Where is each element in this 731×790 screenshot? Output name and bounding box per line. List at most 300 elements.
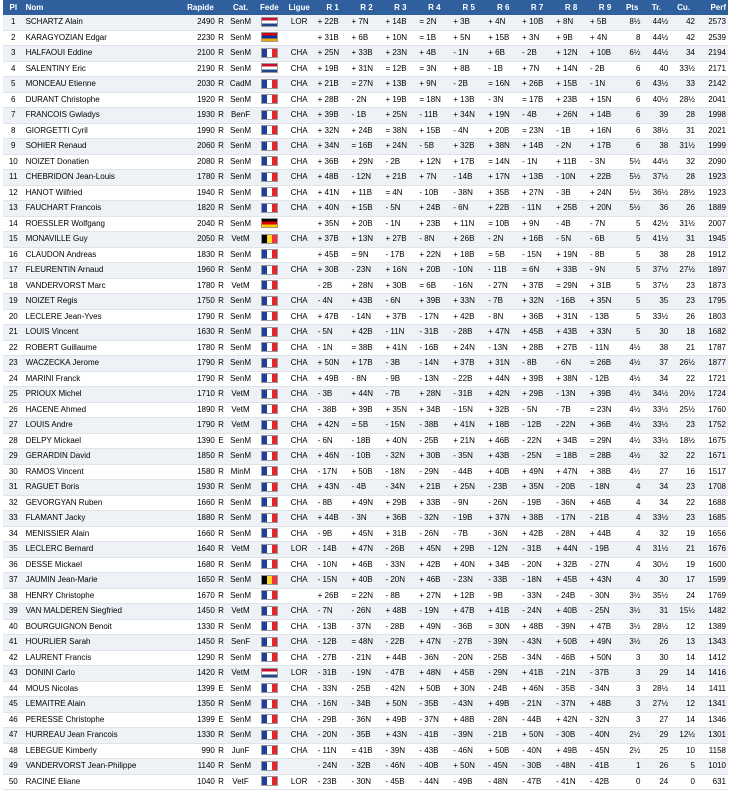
round-4-cell: - 8N — [417, 232, 451, 248]
league-cell: CHA — [283, 325, 316, 341]
category-cell: SenM — [225, 309, 256, 325]
round-2-cell: - 1B — [350, 108, 384, 124]
category-cell: SenM — [225, 170, 256, 186]
table-row[interactable] — [3, 387, 728, 403]
table-row[interactable] — [3, 61, 728, 77]
table-row[interactable] — [3, 294, 728, 310]
round-6-cell: - 27N — [486, 278, 520, 294]
table-row[interactable] — [3, 743, 728, 759]
column-header-tr[interactable]: Tr. — [642, 0, 670, 15]
rating-cell: 1399 — [176, 681, 217, 697]
round-3-cell: + 31B — [383, 526, 417, 542]
flag-icon — [261, 249, 278, 259]
tiebreak-tr-cell: 30½ — [642, 557, 670, 573]
rank-cell: 42 — [3, 650, 24, 666]
rank-cell: 17 — [3, 263, 24, 279]
name-cell: DESSE Mickael — [24, 557, 176, 573]
table-row[interactable] — [3, 139, 728, 155]
table-row[interactable] — [3, 573, 728, 589]
performance-cell: 1600 — [697, 557, 728, 573]
federation-cell — [256, 495, 283, 511]
round-1-cell: - 31B — [316, 666, 350, 682]
league-cell — [283, 588, 316, 604]
table-row[interactable] — [3, 418, 728, 434]
table-row[interactable] — [3, 511, 728, 527]
column-header-r-5[interactable]: R 5 — [451, 0, 486, 15]
table-row[interactable] — [3, 449, 728, 465]
category-cell: SenM — [225, 216, 256, 232]
round-7-cell: - 19B — [520, 495, 554, 511]
round-8-cell: + 42N — [554, 712, 588, 728]
points-cell: 5 — [622, 309, 643, 325]
federation-cell — [256, 573, 283, 589]
flag-icon — [261, 497, 278, 507]
tiebreak-tr-cell: 26 — [642, 635, 670, 651]
rank-cell: 1 — [3, 15, 24, 30]
name-cell: CLAUDON Andreas — [24, 247, 176, 263]
round-5-cell: + 24N — [451, 340, 486, 356]
league-cell: CHA — [283, 433, 316, 449]
league-cell — [283, 247, 316, 263]
table-row[interactable] — [3, 278, 728, 294]
league-cell: CHA — [283, 526, 316, 542]
points-cell: 8 — [622, 30, 643, 46]
round-1-cell: + 48B — [316, 170, 350, 186]
round-1-cell: + 45B — [316, 247, 350, 263]
table-row[interactable] — [3, 92, 728, 108]
round-5-cell: + 5N — [451, 30, 486, 46]
category-cell: SenM — [225, 201, 256, 217]
table-row[interactable] — [3, 588, 728, 604]
rating-cell: 1790 — [176, 356, 217, 372]
round-5-cell: - 23N — [451, 573, 486, 589]
round-3-cell: + 40N — [383, 433, 417, 449]
table-row[interactable] — [3, 433, 728, 449]
table-row[interactable] — [3, 650, 728, 666]
round-4-cell: - 32N — [417, 511, 451, 527]
round-7-cell: + 13B — [520, 170, 554, 186]
points-cell: 3½ — [622, 619, 643, 635]
round-4-cell: = 2N — [417, 15, 451, 30]
federation-cell — [256, 340, 283, 356]
rating-type-cell: R — [217, 108, 225, 124]
tiebreak-cu-cell: 10 — [670, 743, 697, 759]
round-4-cell: + 22N — [417, 247, 451, 263]
table-row[interactable] — [3, 154, 728, 170]
round-4-cell: = 6B — [417, 278, 451, 294]
tiebreak-cu-cell: 26 — [670, 309, 697, 325]
category-cell: SenM — [225, 480, 256, 496]
table-row[interactable] — [3, 402, 728, 418]
performance-cell: 1889 — [697, 201, 728, 217]
round-2-cell: - 26N — [350, 604, 384, 620]
tiebreak-tr-cell: 36 — [642, 201, 670, 217]
round-1-cell: + 44B — [316, 511, 350, 527]
name-cell: LECLERC Bernard — [24, 542, 176, 558]
tiebreak-cu-cell: 27½ — [670, 263, 697, 279]
name-cell: LOUIS Andre — [24, 418, 176, 434]
flag-icon — [261, 404, 278, 414]
tiebreak-tr-cell: 31½ — [642, 542, 670, 558]
round-6-cell: - 28N — [486, 712, 520, 728]
table-row[interactable] — [3, 712, 728, 728]
flag-icon — [261, 466, 278, 476]
performance-cell: 1517 — [697, 464, 728, 480]
tiebreak-tr-cell: 32 — [642, 449, 670, 465]
table-row[interactable] — [3, 30, 728, 46]
table-row[interactable] — [3, 526, 728, 542]
round-2-cell: + 20B — [350, 216, 384, 232]
tiebreak-cu-cell: 28½ — [670, 92, 697, 108]
rating-cell: 1670 — [176, 588, 217, 604]
round-5-cell: - 1N — [451, 46, 486, 62]
rank-cell: 4 — [3, 61, 24, 77]
tiebreak-tr-cell: 30 — [642, 650, 670, 666]
round-7-cell: = 23N — [520, 123, 554, 139]
round-2-cell: - 32B — [350, 759, 384, 775]
table-row[interactable] — [3, 201, 728, 217]
round-4-cell: + 48N — [417, 666, 451, 682]
column-header-cat[interactable]: Cat. — [225, 0, 256, 15]
name-cell: PERESSE Christophe — [24, 712, 176, 728]
table-row[interactable] — [3, 542, 728, 558]
table-row[interactable] — [3, 46, 728, 62]
round-9-cell: - 27N — [588, 557, 622, 573]
column-header-r-6[interactable]: R 6 — [486, 0, 520, 15]
category-cell: VetM — [225, 604, 256, 620]
rating-cell: 2030 — [176, 77, 217, 93]
flag-icon — [261, 652, 278, 662]
rating-cell: 1930 — [176, 108, 217, 124]
column-header-perf[interactable]: Perf — [697, 0, 728, 15]
league-cell: CHA — [283, 402, 316, 418]
column-header-cu[interactable]: Cu. — [670, 0, 697, 15]
table-row[interactable] — [3, 77, 728, 93]
league-cell: CHA — [283, 201, 316, 217]
rating-cell: 1960 — [176, 263, 217, 279]
rank-cell: 25 — [3, 387, 24, 403]
league-cell: CHA — [283, 46, 316, 62]
points-cell: 3 — [622, 712, 643, 728]
points-cell: 4½ — [622, 340, 643, 356]
name-cell: MONCEAU Etienne — [24, 77, 176, 93]
tiebreak-tr-cell: 27 — [642, 712, 670, 728]
name-cell: DURANT Christophe — [24, 92, 176, 108]
round-8-cell: + 25B — [554, 201, 588, 217]
category-cell: SenF — [225, 635, 256, 651]
round-9-cell: - 6B — [588, 232, 622, 248]
round-8-cell: - 35B — [554, 681, 588, 697]
flag-icon — [261, 482, 278, 492]
category-cell: SenM — [225, 619, 256, 635]
table-row[interactable] — [3, 356, 728, 372]
round-1-cell: - 20N — [316, 728, 350, 744]
points-cell: 6 — [622, 92, 643, 108]
round-8-cell: - 5N — [554, 232, 588, 248]
round-3-cell: - 34N — [383, 480, 417, 496]
federation-cell — [256, 216, 283, 232]
round-1-cell: + 35N — [316, 216, 350, 232]
round-3-cell: - 39N — [383, 743, 417, 759]
category-cell: SenM — [225, 15, 256, 30]
round-5-cell: - 6N — [451, 201, 486, 217]
round-1-cell: - 27B — [316, 650, 350, 666]
round-3-cell: + 43N — [383, 728, 417, 744]
points-cell: 4½ — [622, 418, 643, 434]
round-1-cell: - 16N — [316, 697, 350, 713]
round-2-cell: = 9N — [350, 247, 384, 263]
category-cell: SenM — [225, 46, 256, 62]
flag-icon — [261, 621, 278, 631]
rating-type-cell: R — [217, 619, 225, 635]
column-header-r-7[interactable]: R 7 — [520, 0, 554, 15]
round-1-cell: - 9B — [316, 526, 350, 542]
federation-cell — [256, 480, 283, 496]
round-5-cell: - 46N — [451, 743, 486, 759]
round-1-cell: - 17N — [316, 464, 350, 480]
table-row[interactable] — [3, 170, 728, 186]
tiebreak-cu-cell: 32 — [670, 154, 697, 170]
table-row[interactable] — [3, 480, 728, 496]
performance-cell: 1412 — [697, 650, 728, 666]
round-7-cell: = 17B — [520, 92, 554, 108]
round-1-cell: + 46N — [316, 449, 350, 465]
name-cell: NOIZET Donatien — [24, 154, 176, 170]
round-2-cell: + 15B — [350, 201, 384, 217]
performance-cell: 1301 — [697, 728, 728, 744]
round-9-cell: + 49N — [588, 635, 622, 651]
name-cell: GIORGETTI Cyril — [24, 123, 176, 139]
round-4-cell: + 9N — [417, 77, 451, 93]
round-4-cell: - 13N — [417, 371, 451, 387]
table-row[interactable] — [3, 263, 728, 279]
flag-icon — [261, 528, 278, 538]
league-cell: CHA — [283, 123, 316, 139]
rating-type-cell: R — [217, 278, 225, 294]
points-cell: 5½ — [622, 154, 643, 170]
column-header-pl[interactable]: Pl — [3, 0, 24, 15]
points-cell: 2½ — [622, 743, 643, 759]
table-row[interactable] — [3, 635, 728, 651]
column-header-pts[interactable]: Pts — [622, 0, 643, 15]
tiebreak-tr-cell: 33½ — [642, 511, 670, 527]
column-header-r-9[interactable]: R 9 — [588, 0, 622, 15]
round-6-cell: + 41B — [486, 604, 520, 620]
rating-type-cell: R — [217, 542, 225, 558]
column-header-r-3[interactable]: R 3 — [383, 0, 417, 15]
league-cell: CHA — [283, 232, 316, 248]
table-row[interactable] — [3, 108, 728, 124]
rating-cell: 1660 — [176, 495, 217, 511]
round-4-cell: + 20B — [417, 263, 451, 279]
league-cell: CHA — [283, 340, 316, 356]
round-8-cell: + 11B — [554, 154, 588, 170]
table-row[interactable] — [3, 325, 728, 341]
points-cell: 5 — [622, 232, 643, 248]
round-1-cell: - 7N — [316, 604, 350, 620]
round-7-cell: + 37B — [520, 278, 554, 294]
table-row[interactable] — [3, 728, 728, 744]
column-header-r-2[interactable]: R 2 — [350, 0, 384, 15]
round-9-cell: + 36B — [588, 418, 622, 434]
table-row[interactable] — [3, 340, 728, 356]
tiebreak-cu-cell: 26½ — [670, 356, 697, 372]
round-8-cell: - 2N — [554, 139, 588, 155]
round-3-cell: - 22B — [383, 635, 417, 651]
rating-type-cell: E — [217, 681, 225, 697]
points-cell: 0 — [622, 774, 643, 790]
column-header-fede[interactable]: Fede — [256, 0, 283, 15]
round-2-cell: + 17B — [350, 356, 384, 372]
tiebreak-cu-cell: 31 — [670, 123, 697, 139]
round-5-cell: + 12B — [451, 588, 486, 604]
points-cell: 2½ — [622, 728, 643, 744]
points-cell: 4½ — [622, 356, 643, 372]
flag-icon — [261, 389, 278, 399]
table-row[interactable] — [3, 123, 728, 139]
round-2-cell: - 2N — [350, 92, 384, 108]
category-cell: SenM — [225, 263, 256, 279]
round-7-cell: + 28B — [520, 340, 554, 356]
tiebreak-cu-cell: 33 — [670, 77, 697, 93]
flag-icon — [261, 265, 278, 275]
round-7-cell: + 32N — [520, 294, 554, 310]
round-4-cell: - 38B — [417, 418, 451, 434]
round-2-cell: + 47N — [350, 542, 384, 558]
performance-cell: 2194 — [697, 46, 728, 62]
column-header-ligue[interactable]: Ligue — [283, 0, 316, 15]
table-row[interactable] — [3, 604, 728, 620]
performance-cell: 1688 — [697, 495, 728, 511]
round-9-cell: - 1N — [588, 77, 622, 93]
table-row[interactable] — [3, 681, 728, 697]
table-row[interactable] — [3, 309, 728, 325]
round-7-cell: - 40N — [520, 743, 554, 759]
name-cell: HENRY Christophe — [24, 588, 176, 604]
performance-cell: 1803 — [697, 309, 728, 325]
table-row[interactable] — [3, 557, 728, 573]
rating-cell: 1780 — [176, 278, 217, 294]
round-7-cell: + 49N — [520, 464, 554, 480]
round-1-cell: - 12B — [316, 635, 350, 651]
round-5-cell: - 10N — [451, 263, 486, 279]
name-cell: LEMAITRE Alain — [24, 697, 176, 713]
league-cell: CHA — [283, 61, 316, 77]
column-header-r-1[interactable]: R 1 — [316, 0, 350, 15]
round-3-cell: + 29B — [383, 495, 417, 511]
table-row[interactable] — [3, 666, 728, 682]
column-header-r-8[interactable]: R 8 — [554, 0, 588, 15]
table-row[interactable] — [3, 185, 728, 201]
table-row[interactable] — [3, 216, 728, 232]
round-4-cell: + 4B — [417, 46, 451, 62]
federation-cell — [256, 154, 283, 170]
performance-cell: 1945 — [697, 232, 728, 248]
table-row[interactable] — [3, 247, 728, 263]
column-header-rapide[interactable]: Rapide — [176, 0, 225, 15]
round-6-cell: - 8N — [486, 309, 520, 325]
round-6-cell: - 48N — [486, 774, 520, 790]
tiebreak-tr-cell: 38 — [642, 139, 670, 155]
round-9-cell: + 16N — [588, 123, 622, 139]
flag-icon — [261, 79, 278, 89]
tiebreak-tr-cell: 42½ — [642, 216, 670, 232]
round-6-cell: - 39N — [486, 635, 520, 651]
round-5-cell: + 17B — [451, 154, 486, 170]
league-cell: CHA — [283, 108, 316, 124]
federation-cell — [256, 123, 283, 139]
name-cell: LAURENT Francis — [24, 650, 176, 666]
rank-cell: 49 — [3, 759, 24, 775]
table-row[interactable] — [3, 464, 728, 480]
name-cell: LECLERE Jean-Yves — [24, 309, 176, 325]
table-row[interactable] — [3, 371, 728, 387]
tiebreak-cu-cell: 19 — [670, 557, 697, 573]
league-cell: CHA — [283, 697, 316, 713]
column-header-r-4[interactable]: R 4 — [417, 0, 451, 15]
name-cell: JAUMIN Jean-Marie — [24, 573, 176, 589]
category-cell: VetM — [225, 666, 256, 682]
federation-cell — [256, 170, 283, 186]
round-3-cell: - 32N — [383, 449, 417, 465]
round-2-cell: + 31N — [350, 61, 384, 77]
round-2-cell: + 6B — [350, 30, 384, 46]
points-cell: 6 — [622, 123, 643, 139]
table-row[interactable] — [3, 495, 728, 511]
rank-cell: 10 — [3, 154, 24, 170]
rating-type-cell: R — [217, 573, 225, 589]
round-6-cell: - 25B — [486, 650, 520, 666]
points-cell: 4 — [622, 511, 643, 527]
round-9-cell: - 7N — [588, 216, 622, 232]
federation-cell — [256, 92, 283, 108]
flag-icon — [261, 683, 278, 693]
rank-cell: 32 — [3, 495, 24, 511]
rating-cell: 2040 — [176, 216, 217, 232]
table-row[interactable] — [3, 619, 728, 635]
round-3-cell: - 11N — [383, 325, 417, 341]
rank-cell: 26 — [3, 402, 24, 418]
performance-cell: 1416 — [697, 666, 728, 682]
table-row[interactable] — [3, 232, 728, 248]
round-8-cell: + 47N — [554, 464, 588, 480]
column-header-nom[interactable]: Nom — [24, 0, 176, 15]
round-3-cell: - 20N — [383, 573, 417, 589]
flag-icon — [261, 575, 278, 585]
round-8-cell: + 34B — [554, 433, 588, 449]
round-2-cell: - 4B — [350, 480, 384, 496]
round-1-cell: - 33N — [316, 681, 350, 697]
tiebreak-cu-cell: 12½ — [670, 728, 697, 744]
category-cell: SenM — [225, 340, 256, 356]
league-cell: CHA — [283, 495, 316, 511]
league-cell: CHA — [283, 139, 316, 155]
round-6-cell: + 34B — [486, 557, 520, 573]
flag-icon — [261, 761, 278, 771]
table-row[interactable] — [3, 697, 728, 713]
round-1-cell: + 19B — [316, 61, 350, 77]
table-row[interactable] — [3, 774, 728, 790]
rating-type-cell: R — [217, 46, 225, 62]
federation-cell — [256, 774, 283, 790]
round-5-cell: + 30N — [451, 681, 486, 697]
name-cell: ROESSLER Wolfgang — [24, 216, 176, 232]
rank-cell: 2 — [3, 30, 24, 46]
round-2-cell: + 49N — [350, 495, 384, 511]
round-8-cell: - 6N — [554, 356, 588, 372]
table-row[interactable] — [3, 15, 728, 30]
table-row[interactable] — [3, 759, 728, 775]
